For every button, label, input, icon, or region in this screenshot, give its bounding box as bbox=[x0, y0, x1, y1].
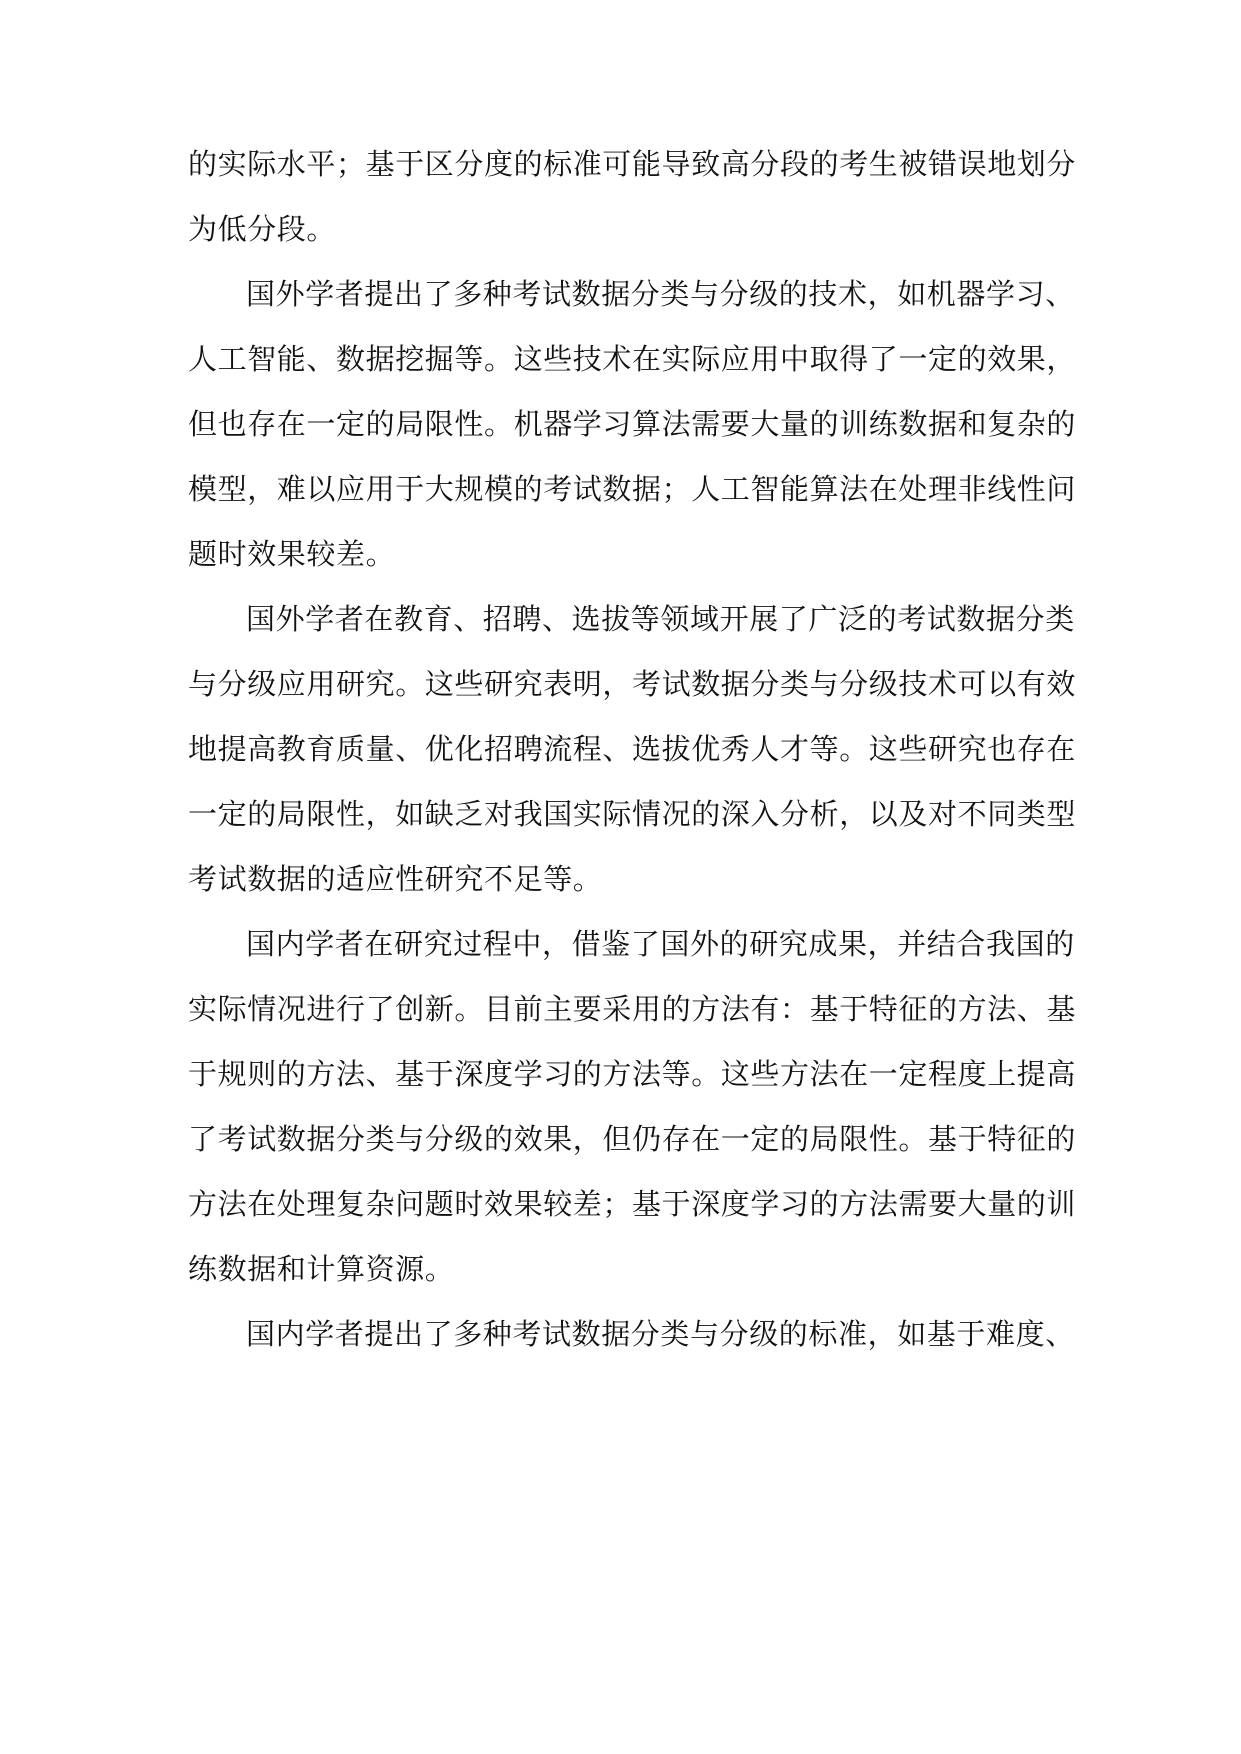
paragraph-first-line: 国内学者提出了多种考试数据分类与分级的标准，如基于难度、 bbox=[246, 1317, 1075, 1351]
text-line: 与分级应用研究。这些研究表明，考试数据分类与分级技术可以有效 bbox=[188, 667, 1077, 701]
text-line: 的实际水平；基于区分度的标准可能导致高分段的考生被错误地划分 bbox=[188, 147, 1077, 181]
text-line: 人工智能、数据挖掘等。这些技术在实际应用中取得了一定的效果， bbox=[188, 342, 1077, 376]
text-line: 为低分段。 bbox=[188, 212, 337, 246]
paragraph-first-line: 国外学者在教育、招聘、选拔等领域开展了广泛的考试数据分类 bbox=[246, 602, 1075, 636]
text-line: 题时效果较差。 bbox=[188, 537, 396, 571]
text-line: 了考试数据分类与分级的效果，但仍存在一定的局限性。基于特征的 bbox=[188, 1122, 1077, 1156]
text-line: 实际情况进行了创新。目前主要采用的方法有：基于特征的方法、基 bbox=[188, 992, 1077, 1026]
text-line: 模型，难以应用于大规模的考试数据；人工智能算法在处理非线性问 bbox=[188, 472, 1077, 506]
text-line: 于规则的方法、基于深度学习的方法等。这些方法在一定程度上提高 bbox=[188, 1057, 1077, 1091]
text-line: 方法在处理复杂问题时效果较差；基于深度学习的方法需要大量的训 bbox=[188, 1187, 1077, 1221]
text-line: 考试数据的适应性研究不足等。 bbox=[188, 862, 603, 896]
text-line: 一定的局限性，如缺乏对我国实际情况的深入分析，以及对不同类型 bbox=[188, 797, 1077, 831]
paragraph-first-line: 国内学者在研究过程中，借鉴了国外的研究成果，并结合我国的 bbox=[246, 927, 1075, 961]
text-line: 练数据和计算资源。 bbox=[188, 1252, 455, 1286]
paragraph-first-line: 国外学者提出了多种考试数据分类与分级的技术，如机器学习、 bbox=[246, 277, 1075, 311]
text-line: 但也存在一定的局限性。机器学习算法需要大量的训练数据和复杂的 bbox=[188, 407, 1077, 441]
text-line: 地提高教育质量、优化招聘流程、选拔优秀人才等。这些研究也存在 bbox=[188, 732, 1077, 766]
